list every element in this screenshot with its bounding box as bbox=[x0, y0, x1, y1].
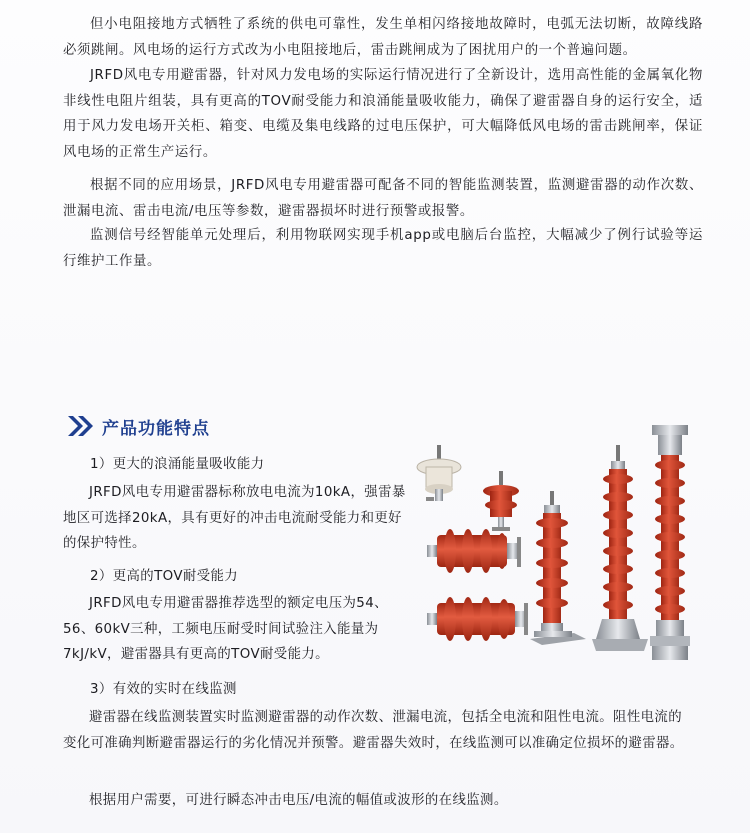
arrester-horizontal-2 bbox=[427, 597, 528, 641]
arrester-vertical-tall bbox=[592, 445, 648, 651]
arrester-red-small bbox=[483, 471, 519, 531]
arrester-vertical-medium bbox=[530, 491, 586, 645]
feature-1-body: JRFD风电专用避雷器标称放电电流为10kA，强雷暴地区可选择20kA，具有更好的冲击电流耐受能力和更好的保护特性。 bbox=[63, 485, 406, 551]
feature-2-body: JRFD风电专用避雷器推荐选型的额定电压为54、56、60kV三种，工频电压耐受时间试验注入能量为7kJ/kV，避雷器具有更高的TOV耐受能力。 bbox=[63, 596, 388, 662]
section-title: 产品功能特点 bbox=[102, 418, 210, 439]
intro-paragraph-2: JRFD风电专用避雷器，针对风力发电场的实际运行情况进行了全新设计，选用高性能的金属氧化物非线性电阻片组装，具有更高的TOV耐受能力和浪涌能量吸收能力，确保了避雷器自身的运行安全，适用于风力发电场开关柜、箱变、电缆及集电线路的过电压保护，可大幅降低风电场的雷击跳闸率，保证风电场的正常生产运行。 bbox=[63, 68, 703, 160]
section-heading bbox=[66, 412, 210, 440]
double-chevron-icon bbox=[66, 414, 96, 438]
feature-3-heading: 3）有效的实时在线监测 bbox=[90, 682, 237, 697]
intro-paragraph-1: 但小电阻接地方式牺牲了系统的供电可靠性，发生单相闪络接地故障时，电弧无法切断，故障线路必须跳闸。风电场的运行方式改为小电阻接地后，雷击跳闸成为了困扰用户的一个普遍问题。 bbox=[63, 17, 703, 58]
intro-paragraph-3: 根据不同的应用场景，JRFD风电专用避雷器可配备不同的智能监测装置，监测避雷器的动作次数、泄漏电流、雷击电流/电压等参数，避雷器损坏时进行预警或报警。 bbox=[63, 178, 703, 219]
arrester-porcelain-small bbox=[417, 445, 461, 501]
feature-1-heading: 1）更大的浪涌能量吸收能力 bbox=[90, 457, 265, 472]
feature-3-body: 避雷器在线监测装置实时监测避雷器的动作次数、泄漏电流，包括全电流和阻性电流。阻性电流的变化可准确判断避雷器运行的劣化情况并预警。避雷器失效时，在线监测可以准确定位损坏的避雷器。 bbox=[63, 710, 684, 751]
feature-4-body: 根据用户需要，可进行瞬态冲击电压/电流的幅值或波形的在线监测。 bbox=[89, 793, 508, 808]
intro-paragraph-4: 监测信号经智能单元处理后，利用物联网实现手机app或电脑后台监控，大幅减少了例行试验等运行维护工作量。 bbox=[63, 228, 703, 269]
feature-2-heading: 2）更高的TOV耐受能力 bbox=[90, 569, 239, 584]
arrester-horizontal-1 bbox=[427, 529, 521, 573]
surge-arrester-products-illustration bbox=[412, 425, 712, 670]
arrester-vertical-tallest bbox=[650, 425, 690, 660]
